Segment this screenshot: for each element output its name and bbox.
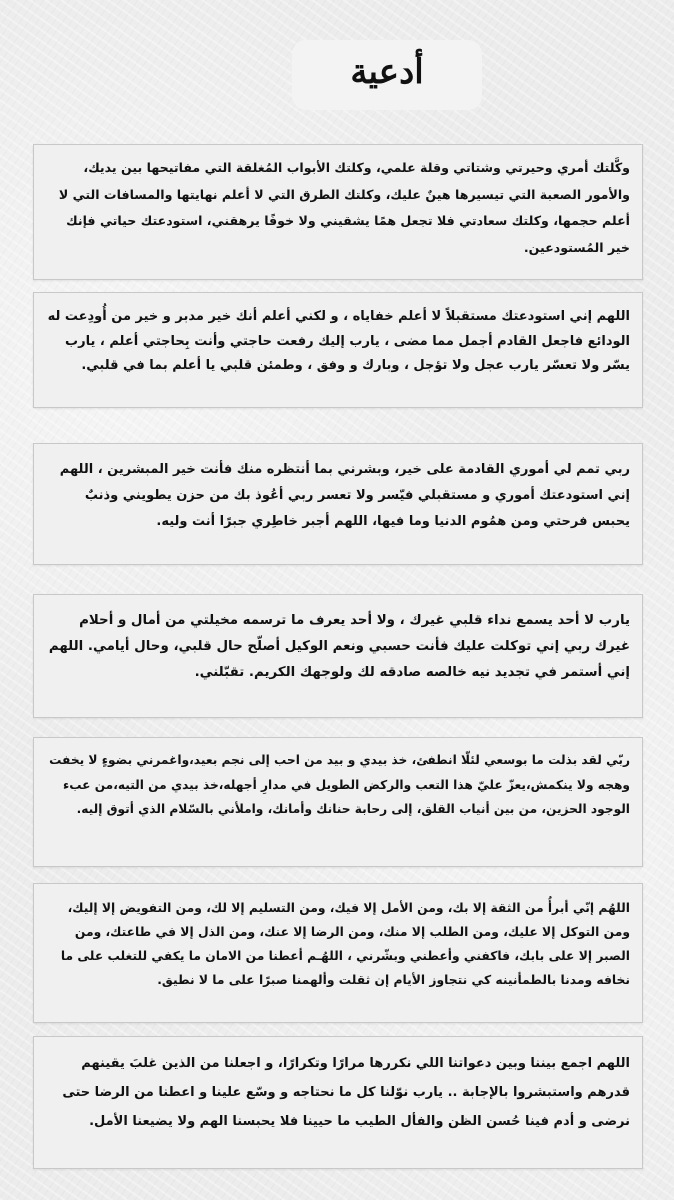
prayer-text: يارب لا أحد يسمع نداء قلبي غيرك ، ولا أحد يعرف ما ترسمه مخيلتي من أمال و أحلام غيرك ربي إني توكلت عليك فأنت حسبي ونعم الوكيل أصلّح حال قلبي، وحال أيامي. اللهم إني أستمر في تجديد نيه خالصه صادقه لك ولوجهك الكريم. تقبّلني. bbox=[48, 613, 630, 680]
prayer-text: اللهُم إنّي أبرأُ من الثقة إلا بك، ومن الأمل إلا فيك، ومن التسليم إلا لك، ومن التفويض إلا إليك، ومن التوكل إلا عليك، ومن الطلب إلا منك، ومن الرضا إلا عنك، ومن الذل إلا في طاعتك، ومن الصبر إلا على بابك، فاكفني وأعطني وبشّرني ، اللهُـم أعطنا من الامان ما يكفي للتغلب على ما نخافه ومدنا بالطمأنينه كي نتجاوز الأيام إن ثقلت وألهمنا صبرًا على ما لا نطيق. bbox=[60, 901, 630, 987]
prayer-card bbox=[33, 883, 643, 1023]
prayer-text: اللهم اجمع بيننا وبين دعواتنا اللي نكررها مرارًا وتكرارًا، و اجعلنا من الذين غلبَ يقينهم قدرهم واستبشروا بالإجابة .. يارب نوّلنا كل ما نحتاجه و وسّع علينا و اعطنا من الرضا حتى نرضى و أدم فينا حُسن الظن والفأل الطيب ما حيينا فلا يحبسنا الهم ولا يضيعنا الأمل. bbox=[62, 1056, 630, 1129]
page-title: أدعية bbox=[350, 52, 424, 92]
prayer-card bbox=[33, 144, 643, 280]
prayer-text: ربّي لقد بذلت ما بوسعي لئلّا انطفئ، خذ بيدي و بيد من احب إلى نجم بعيد،واغمرني بضوءٍ لا يخفت وهجه ولا ينكمش،يعزّ عليّ هذا التعب والركض الطويل في مدارِ أجهله،خذ بيدي من التيه،من عبء الوجود الحزين، من بين أنياب القلق، إلى رحابة حنانك وأمانك، واملأني بالسّلام الذي أتوق إليه. bbox=[49, 753, 630, 816]
title-box bbox=[292, 40, 482, 110]
prayer-card bbox=[33, 443, 643, 565]
prayer-card bbox=[33, 594, 643, 718]
prayer-card bbox=[33, 737, 643, 867]
prayer-card bbox=[33, 292, 643, 408]
prayer-card bbox=[33, 1036, 643, 1169]
prayer-text: ربي تمم لي أموري القادمة على خير، وبشرني بما أنتظره منك فأنت خير المبشرين ، اللهم إني استودعتك أموري و مستقبلي فيّسر ولا تعسر ربي أعُوذ بك من حزن يطويني وذنبٌ يحبس فرحتي ومن همُوم الدنيا وما فيها، اللهم أجبر خاطِري جبرًا أنت وليه. bbox=[59, 462, 630, 529]
prayer-text: اللهم إني استودعتك مستقبلاً لا أعلم خفاياه ، و لكني أعلم أنك خير مدبر و خير من أُودِعت له الودائع فاجعل القادم أجمل مما مضى ، يارب إليك رفعت حاجتي وأنت بِحاجتي أعلم ، يارب يسّر ولا تعسّر يارب عجل ولا تؤجل ، وبارك و وفق ، وطمئن قلبي يا أعلم بما في قلبي. bbox=[47, 309, 630, 373]
prayer-text: وكَّلتك أمري وحيرتي وشتاتي وقلة علمي، وكلتك الأبواب المُغلقة التي مفاتيحها بين يديك، والأمور الصعبة التي تيسيرها هينٌ عليك، وكلتك الطرق التي لا أعلم نهايتها والمسافات التي لا أعلم حجمها، وكلتك سعادتي فلا تجعل همًا يشقيني ولا خوفًا يرهقني، استودعتك حياتي فإنك خير المُستودعين. bbox=[58, 160, 630, 255]
